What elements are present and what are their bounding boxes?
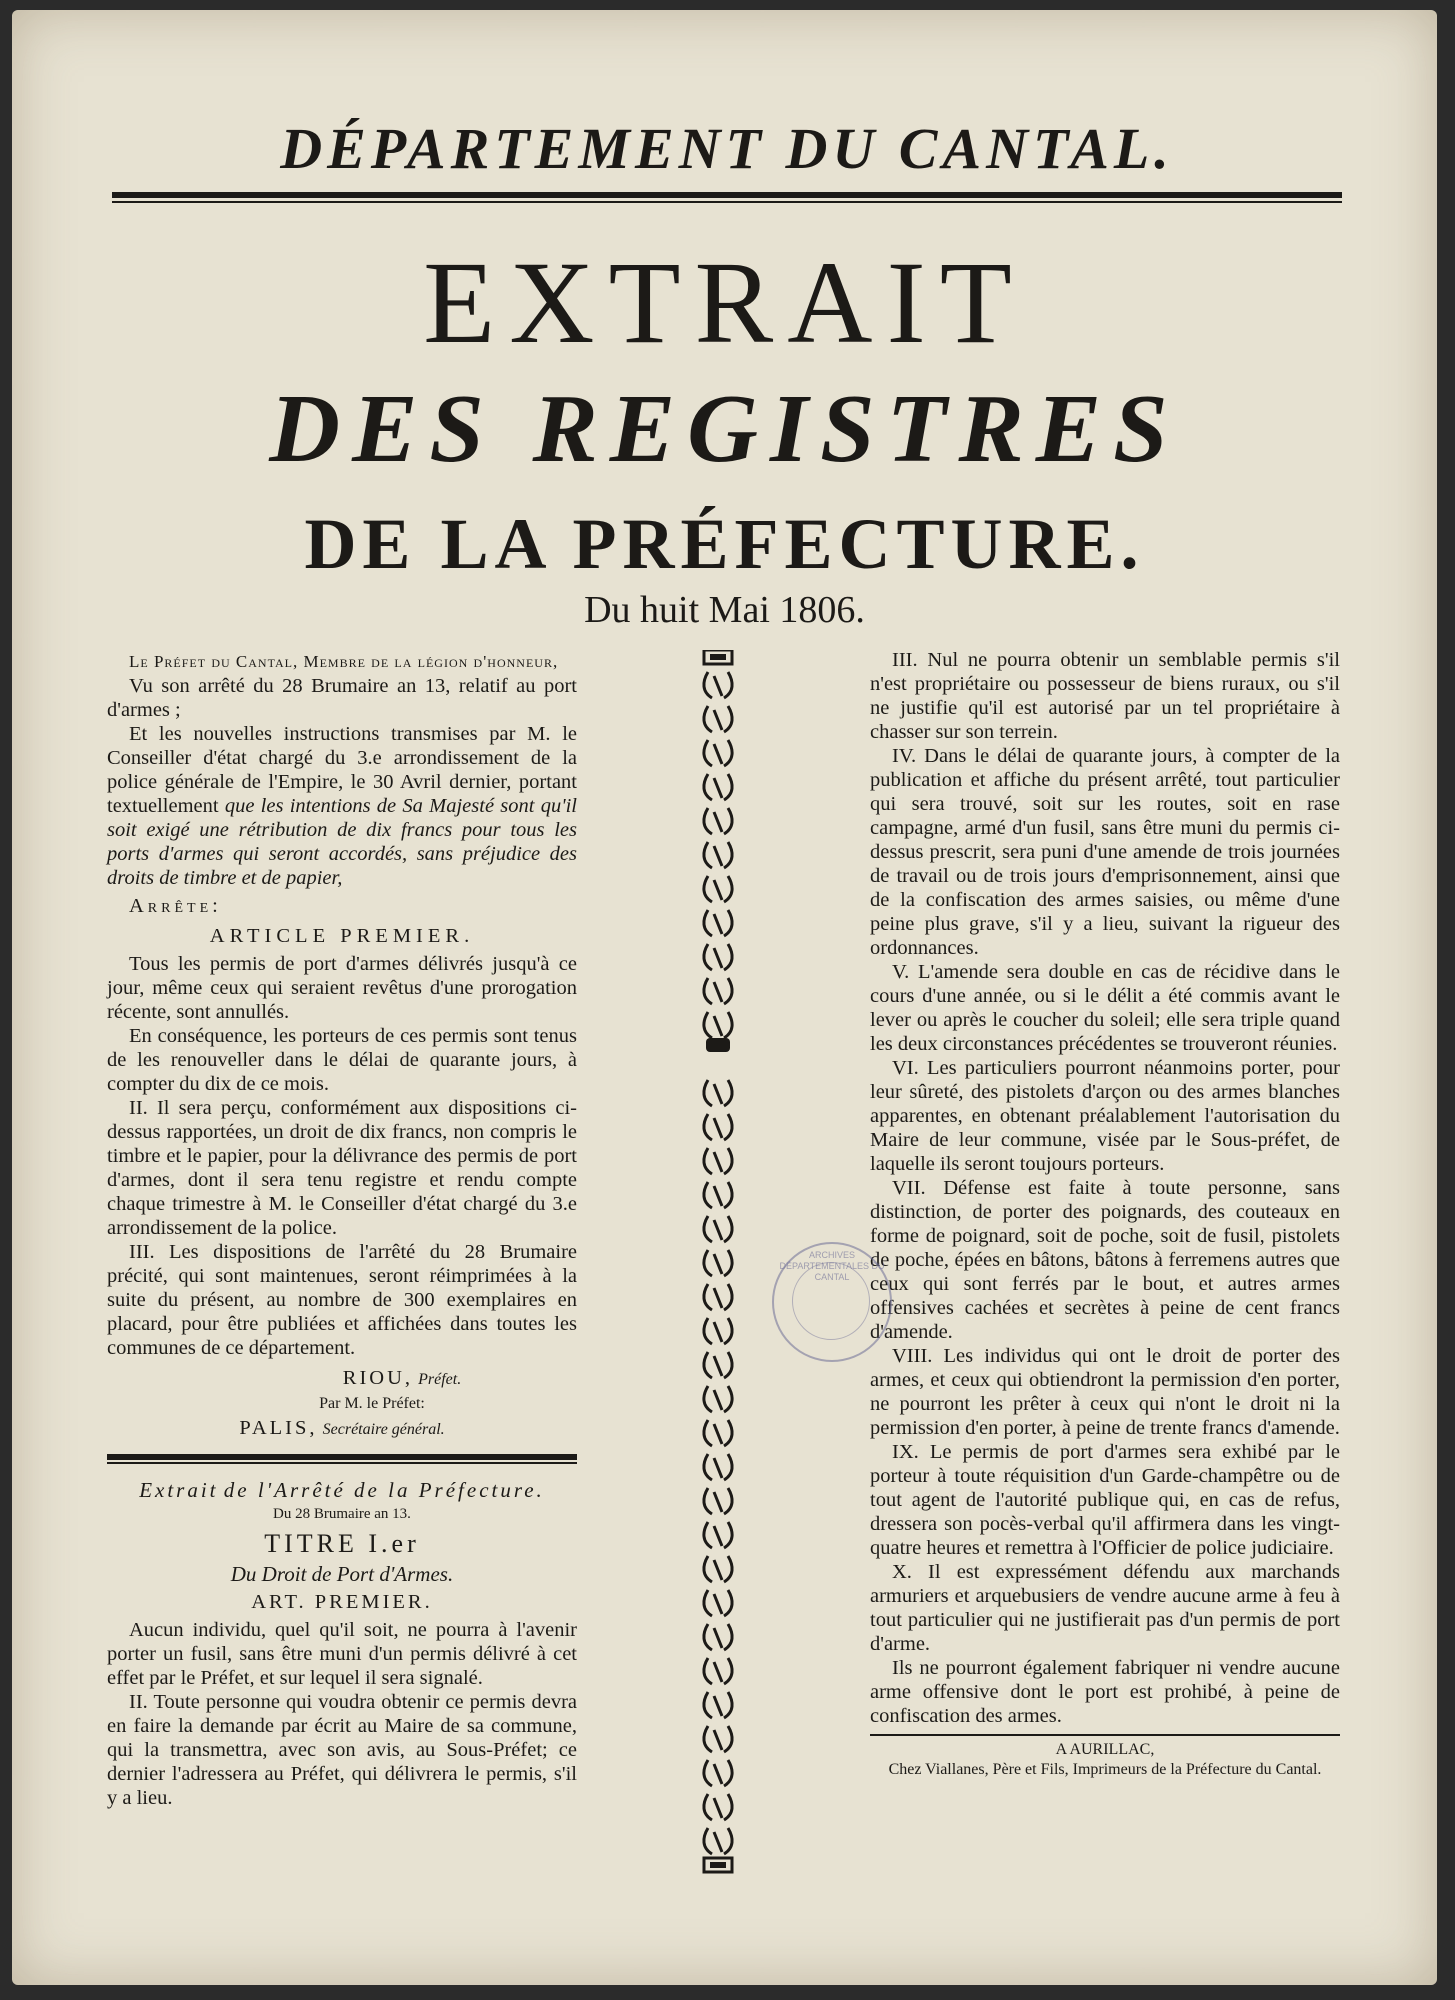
- signature-palis-role: Secrétaire général.: [322, 1421, 445, 1438]
- article-r10: X. Il est expressément défendu aux marchands armuriers et arquebusiers de vendre aucune arme à feu à tout particulier qui ne justifierait pas d'un permis de port d'arme.: [870, 1561, 1340, 1655]
- title-des-registres: DES REGISTRES: [269, 375, 1180, 483]
- imprint-printer: Chez Viallanes, Père et Fils, Imprimeurs de la Préfecture du Cantal.: [888, 1761, 1322, 1778]
- divider-link: [704, 706, 732, 732]
- section-rule-thin: [107, 1462, 577, 1464]
- divider-link: [704, 944, 732, 970]
- divider-link: [704, 740, 732, 766]
- divider-link: [704, 1658, 732, 1684]
- article-3-text: III. Les dispositions de l'arrêté du 28 Brumaire précité, qui sont maintenues, seront réimprimées à la suite du présent, au nombre de 300 exemplaires en placard, pour être publiées et affichées dans toutes les communes de ce département.: [107, 1241, 577, 1359]
- divider-link: [704, 1250, 732, 1276]
- divider-link: [704, 1624, 732, 1650]
- divider-link: [704, 1488, 732, 1514]
- department-heading: DÉPARTEMENT DU CANTAL.: [280, 116, 1174, 181]
- divider-link: [704, 1760, 732, 1786]
- signature-palis-name: PALIS,: [239, 1417, 318, 1439]
- divider-link: [704, 1828, 732, 1854]
- divider-link: [704, 1794, 732, 1820]
- divider-link: [704, 1012, 732, 1038]
- extrait-word: Extrait: [139, 1478, 219, 1502]
- extrait-rest: de l'Arrêté de la Préfecture.: [223, 1478, 545, 1502]
- signature-riou-name: RIOU,: [342, 1367, 413, 1389]
- arrete-heading: Arrête:: [129, 895, 222, 917]
- divider-cap-top-inner: [710, 654, 726, 660]
- divider-link: [704, 1454, 732, 1480]
- divider-link: [704, 876, 732, 902]
- signature-riou: [107, 1366, 577, 1392]
- signature-riou-role: Préfet.: [418, 1371, 462, 1388]
- document-date: Du huit Mai 1806.: [584, 589, 865, 631]
- extrait-article-2: II. Toute personne qui voudra obtenir ce permis devra en faire la demande par écrit au Maire de sa commune, qui la transmettra, avec son avis, au Sous-Préfet; ce dernier l'adressera au Préfet, qui délivrera le permis, s'il y a lieu.: [107, 1691, 577, 1809]
- extrait-date: Du 28 Brumaire an 13.: [273, 1506, 411, 1522]
- divider-link: [704, 1318, 732, 1344]
- right-column: [870, 648, 1340, 1780]
- paragraph-instructions: [107, 722, 577, 890]
- titre-subheading: Du Droit de Port d'Armes.: [230, 1562, 454, 1586]
- article-r6: VI. Les particuliers pourront néanmoins porter, pour leur sûreté, des pistolets d'arçon ou des armes blanches apparentes, en obtenant préalablement l'autorisation du Maire de leur commune, visée par le Sous-préfet, de laquelle ils seront toujours porteurs.: [870, 1057, 1340, 1175]
- divider-link: [704, 1692, 732, 1718]
- left-column: [107, 650, 577, 1810]
- imprint-city: A AURILLAC,: [1055, 1741, 1155, 1758]
- divider-link: [704, 1352, 732, 1378]
- divider-link: [704, 1420, 732, 1446]
- article-r11: Ils ne pourront également fabriquer ni vendre aucune arme offensive dont le port est prohibé, à peine de confiscation des armes.: [870, 1657, 1340, 1727]
- document-sheet: [12, 10, 1437, 1985]
- divider-link: [704, 1726, 732, 1752]
- divider-link: [704, 774, 732, 800]
- divider-link: [704, 1386, 732, 1412]
- ornamental-divider: [700, 650, 736, 1880]
- divider-link: [704, 1284, 732, 1310]
- divider-chain: [704, 672, 732, 1854]
- title-prefecture: DE LA PRÉFECTURE.: [304, 504, 1145, 584]
- section-rule-thick: [107, 1454, 577, 1460]
- divider-link: [704, 1216, 732, 1242]
- archive-stamp: [772, 1242, 892, 1362]
- divider-link: [704, 672, 732, 698]
- article-r5: V. L'amende sera double en cas de récidive dans le cours d'une année, ou si le délit a été commis avant le lever ou après le coucher du soleil; elle sera triple quand les deux circonstances précédentes se trouveront réunies.: [870, 961, 1340, 1055]
- divider-link: [704, 1148, 732, 1174]
- divider-link: [704, 1114, 732, 1140]
- divider-center-knot: [706, 1038, 730, 1052]
- instructions-text: Et les nouvelles instructions transmises par M. le Conseiller d'état chargé du 3.e arrondissement de la police générale de l'Empire, le 30 Avril dernier, portant textuellement: [107, 723, 577, 817]
- divider-link: [704, 1556, 732, 1582]
- divider-link: [704, 1080, 732, 1106]
- article-premier-heading: ARTICLE PREMIER.: [209, 925, 475, 947]
- article-r3: III. Nul ne pourra obtenir un semblable permis s'il n'est propriétaire ou possesseur de biens ruraux, ou s'il ne justifie qu'il est autorisé par un tel propriétaire à chasser sur son terrein.: [870, 649, 1340, 743]
- divider-link: [704, 1590, 732, 1616]
- paragraph-vu: Vu son arrêté du 28 Brumaire an 13, relatif au port d'armes ;: [107, 675, 577, 721]
- article-r8: VIII. Les individus qui ont le droit de porter des armes, et ceux qui obtiendront la permission d'en porter, ne pourront les prêter à ceux qui n'ont le droit ni la permission d'en porter, à peine de trente francs d'amende.: [870, 1345, 1340, 1439]
- article-1-text: Tous les permis de port d'armes délivrés jusqu'à ce jour, même ceux qui seraient revêtus d'une prorogation récente, sont annullés.: [107, 953, 577, 1023]
- titre-heading: TITRE I.er: [264, 1529, 420, 1558]
- divider-link: [704, 1182, 732, 1208]
- imprint-rule: [870, 1734, 1340, 1736]
- divider-cap-bottom-inner: [710, 1862, 726, 1868]
- signature-par: Par M. le Préfet:: [319, 1395, 425, 1412]
- header-rule-thin: [112, 201, 1342, 203]
- extrait-title: [107, 1478, 577, 1502]
- extrait-article-1: Aucun individu, quel qu'il soit, ne pourra à l'avenir porter un fusil, sans être muni d'un permis délivré à cet effet par le Préfet, et sur lequel il sera signalé.: [107, 1619, 577, 1689]
- art-premier-heading: ART. PREMIER.: [251, 1591, 433, 1613]
- instructions-quote: que les intentions de Sa Majesté sont qu'il soit exigé une rétribution de dix francs pour tous les ports d'armes qui seront accordés, sans préjudice des droits de timbre et de papier,: [107, 795, 577, 889]
- article-r9: IX. Le permis de port d'armes sera exhibé par le porteur à toute réquisition d'un Garde-champêtre ou de tout agent de l'autorité publique qui, en cas de refus, dressera son pocès-verbal qu'il affirmera dans les vingt-quatre heures et remettra à l'Officier de police judiciaire.: [870, 1441, 1340, 1559]
- divider-link: [704, 1522, 732, 1548]
- divider-link: [704, 842, 732, 868]
- article-1-consequence: En conséquence, les porteurs de ces permis sont tenus de les renouveller dans le délai de quarante jours, à compter du dix de ce mois.: [107, 1025, 577, 1095]
- prefect-intro: Le Préfet du Cantal, Membre de la légion d'honneur,: [129, 652, 559, 671]
- divider-link: [704, 978, 732, 1004]
- article-2-text: II. Il sera perçu, conformément aux dispositions ci-dessus rapportées, un droit de dix francs, non compris le timbre et le papier, pour la délivrance des permis de port d'armes, dont il sera tenu registre et rendu compte chaque trimestre à M. le Conseiller d'état chargé du 3.e arrondissement de la police.: [107, 1097, 577, 1239]
- article-r4: IV. Dans le délai de quarante jours, à compter de la publication et affiche du présent arrêté, tout particulier qui sera trouvé, soit sur les routes, soit en rase campagne, armé d'un fusil, sans être muni du permis ci-dessus prescrit, sera puni d'une amende de trois journées de travail ou de trois jours d'emprisonnement, ainsi que de la confiscation des armes saisies, ou même d'une peine plus grave, s'il y a lieu, suivant la rigueur des ordonnances.: [870, 745, 1340, 959]
- signature-palis: [107, 1416, 577, 1442]
- article-r7: VII. Défense est faite à toute personne, sans distinction, de porter des poignards, des couteaux en forme de poignard, soit de poche, soit de fusil, pistolets de poche, épées en bâtons, bâtons à ferremens autres que ceux qui sont ferrés par le bout, et autres armes offensives cachées et secrètes à peine de cent francs d'amende.: [870, 1177, 1340, 1343]
- divider-link: [704, 808, 732, 834]
- title-extrait: EXTRAIT: [423, 237, 1026, 368]
- header-rule-thick: [112, 192, 1342, 198]
- divider-link: [704, 910, 732, 936]
- archive-stamp-text: ARCHIVES DÉPARTEMENTALES DU CANTAL: [779, 1250, 885, 1282]
